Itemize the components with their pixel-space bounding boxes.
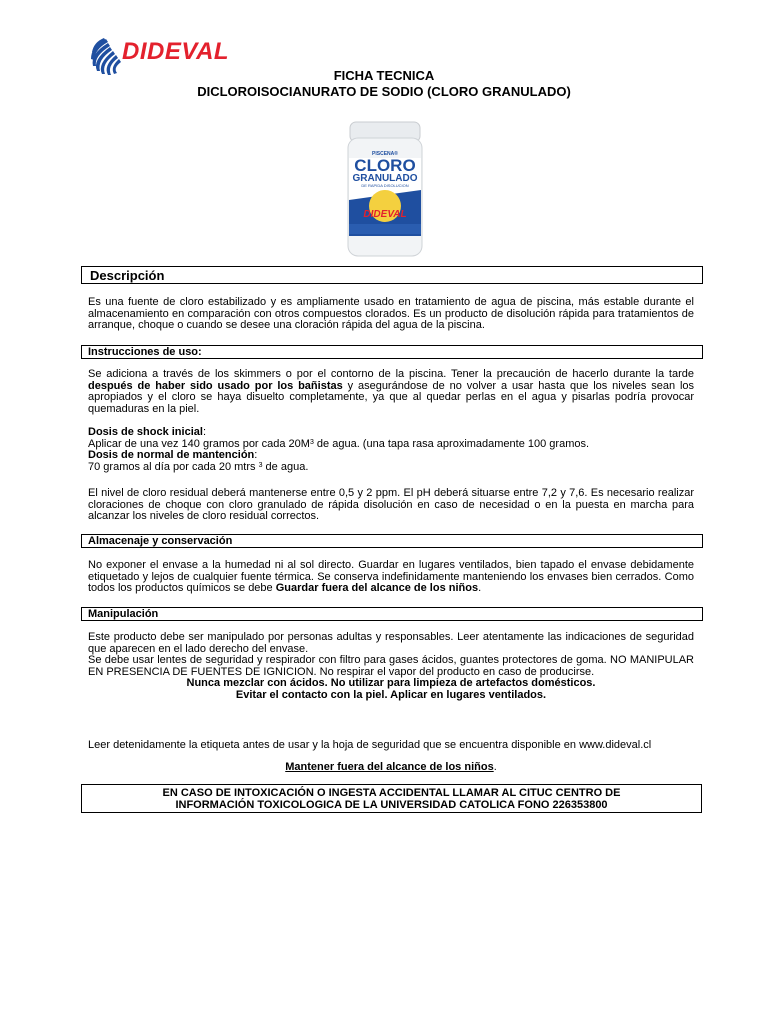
residual-chlorine-text: El nivel de cloro residual deberá mantenerse entre 0,5 y 2 ppm. El pH deberá situarse entre 7,2 y 7,6. Es necesario realizar cloraciones de choque con cloro granulado de rápida disolución en caso de necesidad o en la puesta en marcha para alcanzar los niveles de cloro residual correctos. xyxy=(88,487,694,522)
instrucciones-emphasis: después de haber sido usado por los bañistas xyxy=(88,379,343,392)
shock-dose-label: Dosis de shock inicial xyxy=(88,426,203,438)
section-heading-manipulacion: Manipulación xyxy=(81,607,703,621)
section-heading-instrucciones: Instrucciones de uso: xyxy=(81,345,703,359)
section-heading-almacenaje: Almacenaje y conservación xyxy=(81,534,703,548)
warning-line-2: Evitar el contacto con la piel. Aplicar en lugares ventilados. xyxy=(235,688,547,701)
warning-line-1: Nunca mezclar con ácidos. No utilizar para limpieza de artefactos domésticos. xyxy=(186,677,596,689)
label-brand: DIDEVAL xyxy=(363,209,407,220)
emergency-line-2: INFORMACIÓN TOXICOLOGICA DE LA UNIVERSIDAD CATOLICA FONO 226353800 xyxy=(175,799,608,811)
document-title xyxy=(0,68,768,100)
title-ficha-tecnica: FICHA TECNICA xyxy=(333,68,435,83)
emergency-line-1: EN CASO DE INTOXICACIÓN O INGESTA ACCIDENTAL LLAMAR AL CITUC CENTRO DE xyxy=(162,787,621,799)
instrucciones-text: Se adiciona a través de los skimmers o por el contorno de la piscina. Tener la precaución de hacerlo durante la tarde después de haber sido usado por los bañistas y asegurándose de no volver a usar hasta que los niveles sean los apropiados y el cloro se haya disuelto completamente, ya que al quedar perlas en el agua y pisarlas podría provocar quemaduras en la piel. xyxy=(88,368,695,415)
dosis-block: Dosis de shock inicial: Aplicar de una vez 140 gramos por cada $20M^3$ de agua. (una tapa rasa aproximadamente 100 gramos. Dosis de normal de mantención: 70 gramos al día por cada 20 mtrs $^3$ de agua. xyxy=(88,427,694,473)
emergency-box xyxy=(81,784,702,813)
almacenaje-emphasis: Guardar fuera del alcance de los niños xyxy=(275,582,479,594)
almacenaje-text: No exponer el envase a la humedad ni al sol directo. Guardar en lugares ventilados, bien tapado el envase debidamente etiquetado y lejos de cualquier fuente térmica. Se conserva indefinidamente manteniendo los envases bien cerrados. Como todos los productos químicos se debe Guardar fuera del alcance de los niños. xyxy=(88,559,694,594)
section-heading-descripcion: Descripción xyxy=(81,266,703,284)
maintenance-dose-text: 70 gramos al día por cada 20 mtrs $^3$ de agua. xyxy=(88,460,309,473)
label-granulado: GRANULADO xyxy=(352,173,418,184)
keep-away-text: Mantener fuera del alcance de los niños xyxy=(285,761,494,773)
manipulacion-text: Este producto debe ser manipulado por personas adultas y responsables. Leer atentamente las indicaciones de seguridad que aparecen en el lado derecho del envase. Se debe usar lentes de seguridad y respirador con filtro para gases ácidos, guantes protectores de goma. NO MANIPULAR EN PRESENCIA DE FUENTES DE IGNICION. No respirar el vapor del producto en caso de producirse. Nunca mezclar con ácidos. No utilizar para limpieza de artefactos domésticos. Evitar el contacto con la piel. Aplicar en lugares ventilados. xyxy=(88,631,694,701)
label-cloro: CLORO xyxy=(354,156,416,175)
maintenance-dose-label: Dosis de normal de mantención xyxy=(88,449,255,461)
title-product-name: DICLOROISOCIANURATO DE SODIO (CLORO GRANULADO) xyxy=(197,84,571,99)
product-image xyxy=(342,120,428,260)
label-small: DE RAPIDA DISOLUCION xyxy=(361,183,409,188)
logo-wordmark: DIDEVAL xyxy=(122,38,230,65)
label-top: PISCENA® xyxy=(372,151,398,157)
read-label-text: Leer detenidamente la etiqueta antes de usar y la hoja de seguridad que se encuentra disponible en www.dideval.cl xyxy=(88,739,652,751)
shock-dose-text: Aplicar de una vez 140 gramos por cada $20M^3$ de agua. (una tapa rasa aproximadamente 100 gramos. xyxy=(88,437,590,450)
descripcion-text: Es una fuente de cloro estabilizado y es ampliamente usado en tratamiento de agua de piscina, más estable durante el almacenamiento en comparación con otros compuestos clorados. Es un producto de disolución rápida para tratamientos de arranque, choque o cuando se desee una cloración rápida del agua de la piscina. xyxy=(88,296,694,331)
keep-away-line: Mantener fuera del alcance de los niños. xyxy=(285,761,497,773)
